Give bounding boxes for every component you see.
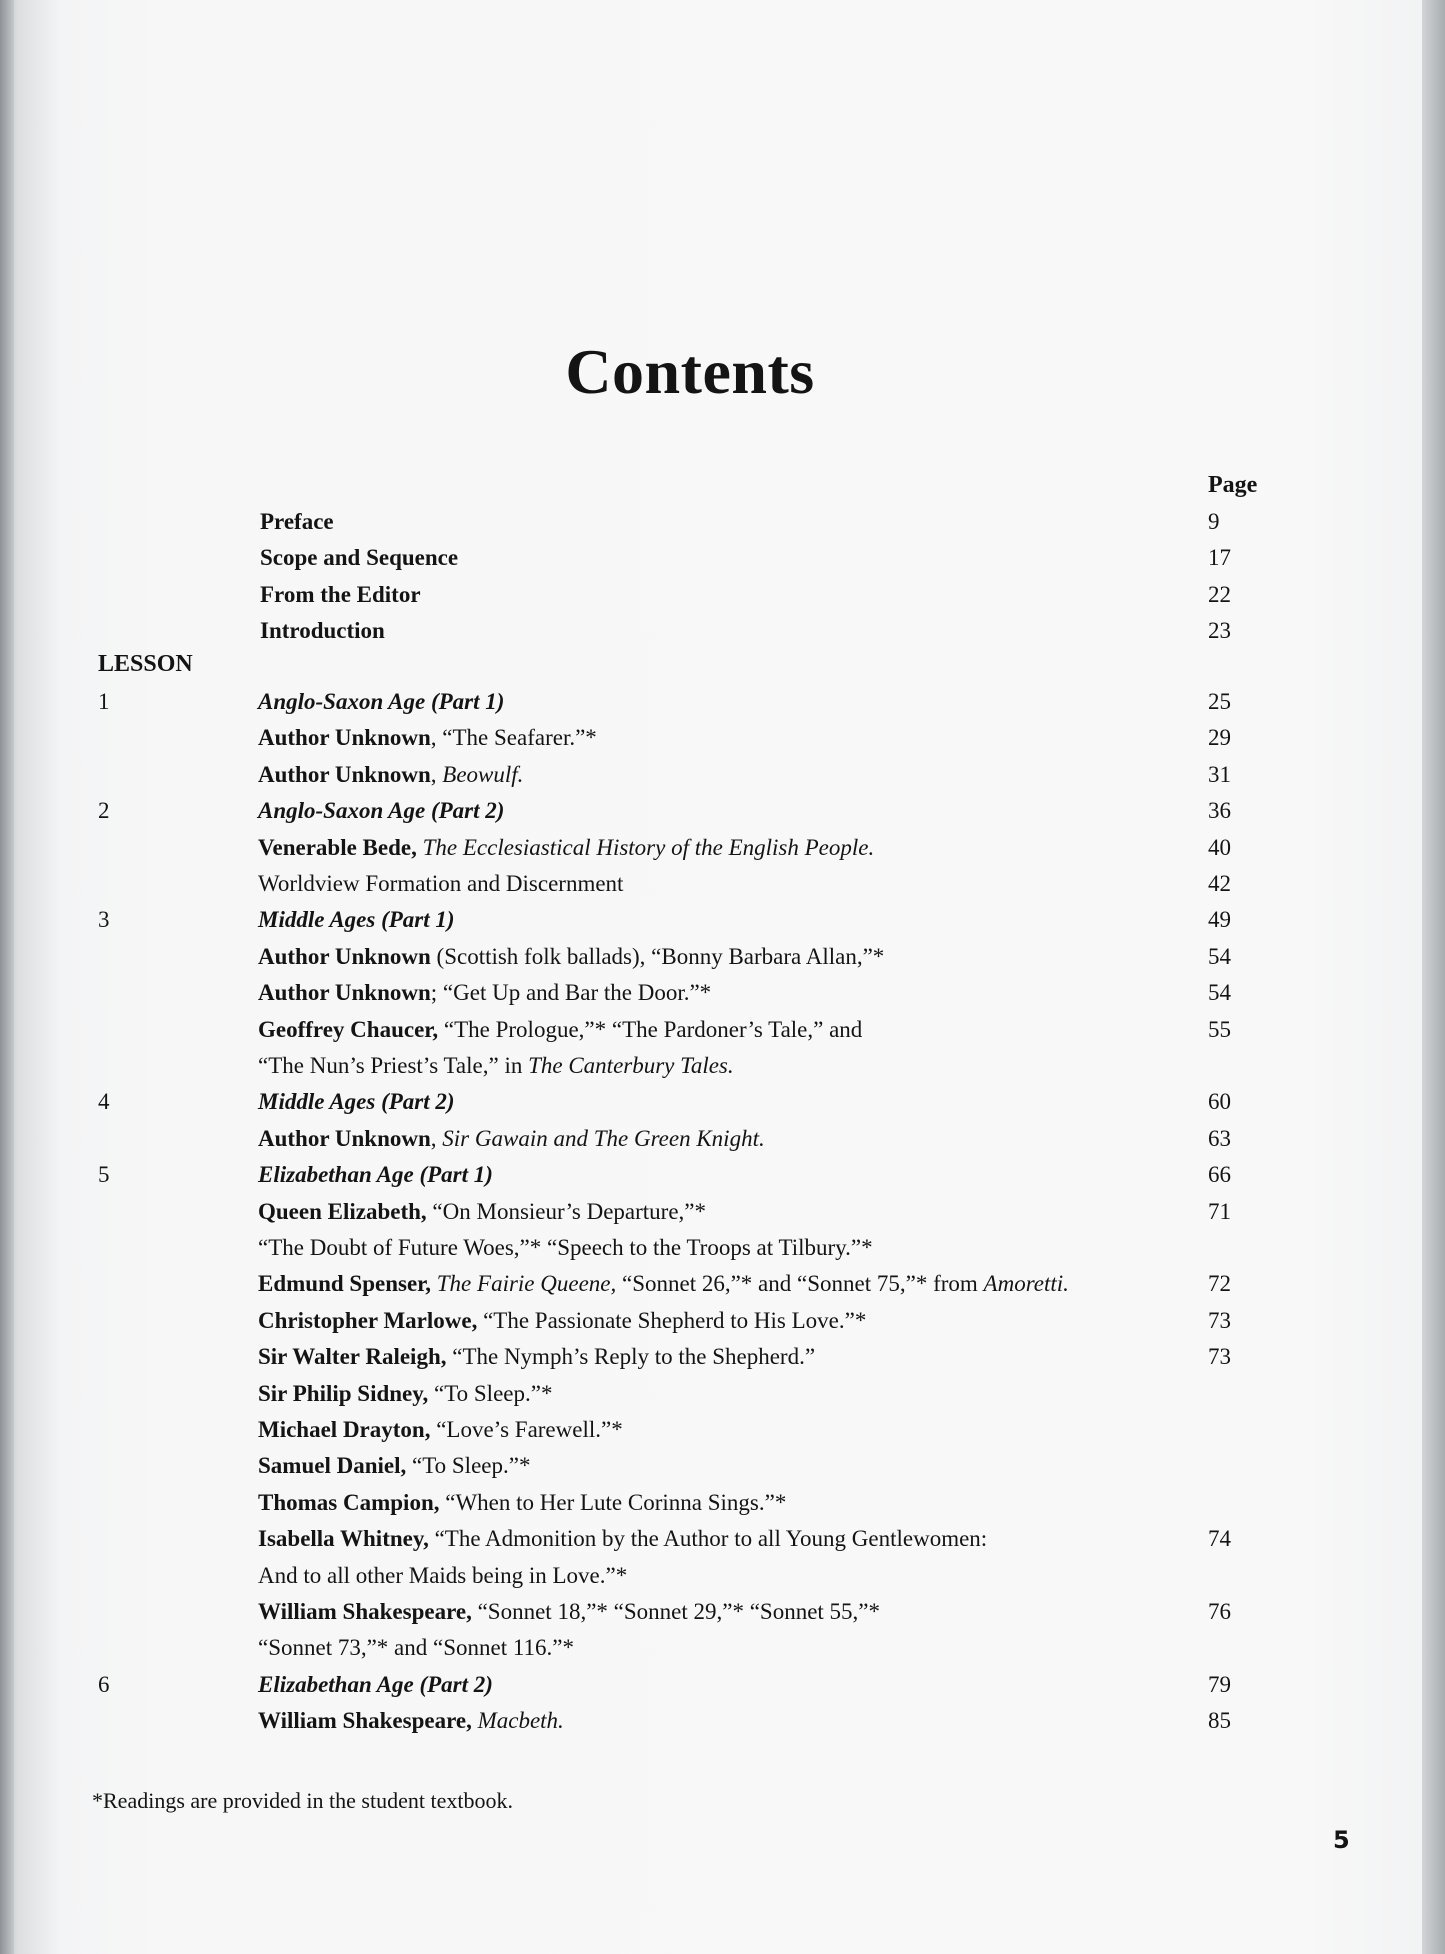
lesson-number: 3 bbox=[98, 907, 110, 933]
lesson-number: 4 bbox=[98, 1089, 110, 1115]
toc-entry-text bbox=[258, 1412, 623, 1448]
toc-entry-text bbox=[258, 939, 884, 975]
section-title: Middle Ages (Part 1) bbox=[258, 907, 455, 933]
author-name: Venerable Bede, bbox=[258, 834, 423, 860]
front-matter-label: Preface bbox=[260, 509, 334, 534]
author-name: Author Unknown bbox=[258, 725, 431, 751]
page-reference: 73 bbox=[1208, 1344, 1231, 1370]
page-reference: 72 bbox=[1208, 1271, 1231, 1297]
toc-row bbox=[0, 939, 1422, 975]
page-reference: 42 bbox=[1208, 871, 1231, 896]
page-reference: 31 bbox=[1208, 761, 1231, 787]
entry-detail: “When to Her Lute Corinna Sings.”* bbox=[445, 1489, 787, 1515]
page-reference: 74 bbox=[1208, 1526, 1231, 1552]
lesson-number: 6 bbox=[98, 1671, 110, 1697]
entry-detail: “The Prologue,”* “The Pardoner’s Tale,” and bbox=[443, 1016, 863, 1042]
lesson-column-header: LESSON bbox=[98, 651, 193, 677]
toc-entry-text bbox=[258, 830, 874, 866]
entry-detail: “The Passionate Shepherd to His Love.”* bbox=[483, 1307, 867, 1333]
front-matter-label: Introduction bbox=[260, 618, 385, 644]
front-matter-page: 9 bbox=[1208, 509, 1220, 534]
toc-row bbox=[0, 1703, 1422, 1739]
work-title: The Fairie Queene, bbox=[436, 1271, 622, 1297]
toc-entry-text bbox=[258, 1558, 627, 1594]
toc-entry-text bbox=[258, 1084, 455, 1120]
toc-entry-text bbox=[258, 1667, 493, 1703]
section-title: Elizabethan Age (Part 1) bbox=[258, 1162, 493, 1188]
toc-entry-text bbox=[258, 1012, 862, 1048]
toc-entry-text bbox=[258, 1594, 880, 1630]
author-name: Queen Elizabeth, bbox=[258, 1198, 433, 1224]
lesson-number: 2 bbox=[98, 798, 110, 824]
section-title: Anglo-Saxon Age (Part 2) bbox=[258, 798, 505, 824]
front-matter-item bbox=[0, 577, 1422, 613]
author-name: Author Unknown bbox=[258, 943, 431, 969]
work-title: Sir Gawain and The Green Knight. bbox=[442, 1125, 765, 1151]
author-name: Author Unknown bbox=[258, 761, 431, 787]
author-name: Thomas Campion, bbox=[258, 1489, 446, 1515]
toc-row bbox=[0, 1667, 1422, 1703]
toc-row bbox=[0, 757, 1422, 793]
entry-detail: “The Nun’s Priest’s Tale,” in bbox=[258, 1053, 529, 1078]
page-reference: 55 bbox=[1208, 1016, 1231, 1042]
entry-detail: , bbox=[430, 1125, 443, 1151]
toc-row bbox=[0, 975, 1422, 1011]
toc-row bbox=[0, 1194, 1422, 1230]
toc-row bbox=[0, 1048, 1422, 1084]
page-reference: 71 bbox=[1208, 1198, 1231, 1224]
author-name: Christopher Marlowe, bbox=[258, 1307, 484, 1333]
entry-detail: And to all other Maids being in Love.”* bbox=[258, 1562, 628, 1588]
work-title: Amoretti. bbox=[983, 1271, 1069, 1297]
page-reference: 73 bbox=[1208, 1307, 1231, 1333]
toc-entry-text bbox=[258, 684, 504, 720]
front-matter-label: Scope and Sequence bbox=[260, 545, 459, 571]
entry-detail: , bbox=[430, 761, 443, 787]
author-name: Isabella Whitney, bbox=[258, 1526, 435, 1552]
front-matter-page: 23 bbox=[1208, 618, 1231, 644]
page-reference: 66 bbox=[1208, 1162, 1231, 1188]
front-matter-item bbox=[0, 504, 1422, 540]
author-name: Samuel Daniel, bbox=[258, 1453, 412, 1479]
author-name: Author Unknown bbox=[258, 980, 431, 1006]
toc-entry-text bbox=[258, 1157, 493, 1193]
toc-row bbox=[0, 1012, 1422, 1048]
front-matter-item bbox=[0, 540, 1422, 576]
toc-row bbox=[0, 684, 1422, 720]
toc-row bbox=[0, 1448, 1422, 1484]
section-title: Elizabethan Age (Part 2) bbox=[258, 1671, 493, 1697]
toc-row bbox=[0, 1303, 1422, 1339]
toc-row bbox=[0, 1485, 1422, 1521]
toc-entry-text bbox=[258, 902, 455, 938]
author-name: Sir Walter Raleigh, bbox=[258, 1344, 453, 1370]
work-title: Beowulf. bbox=[442, 761, 524, 787]
toc-entry-text bbox=[258, 1048, 734, 1084]
toc-row bbox=[0, 1121, 1422, 1157]
author-name: Geoffrey Chaucer, bbox=[258, 1016, 444, 1042]
page-reference: 63 bbox=[1208, 1125, 1231, 1151]
page-reference: 60 bbox=[1208, 1089, 1231, 1115]
toc-row bbox=[0, 1630, 1422, 1666]
entry-detail: “Sonnet 18,”* “Sonnet 29,”* “Sonnet 55,”* bbox=[477, 1599, 881, 1624]
author-name: William Shakespeare, bbox=[258, 1599, 478, 1624]
author-name: Michael Drayton, bbox=[258, 1417, 437, 1442]
page-reference: 85 bbox=[1208, 1708, 1231, 1734]
work-title: The Ecclesiastical History of the English People. bbox=[422, 834, 875, 860]
entry-detail: (Scottish folk ballads), “Bonny Barbara Allan,”* bbox=[430, 943, 885, 969]
entry-detail: “The Nymph’s Reply to the Shepherd.” bbox=[452, 1344, 816, 1370]
toc-row bbox=[0, 1412, 1422, 1448]
entry-detail: “To Sleep.”* bbox=[433, 1380, 553, 1406]
page-reference: 36 bbox=[1208, 798, 1231, 824]
front-matter-item bbox=[0, 613, 1422, 649]
lesson-number: 1 bbox=[98, 689, 110, 714]
author-name: Author Unknown bbox=[258, 1125, 431, 1151]
lesson-number: 5 bbox=[98, 1162, 110, 1188]
toc-row bbox=[0, 1376, 1422, 1412]
toc-entry-text bbox=[258, 757, 523, 793]
entry-detail: Worldview Formation and Discernment bbox=[258, 871, 624, 896]
section-title: Middle Ages (Part 2) bbox=[258, 1089, 455, 1115]
work-title: Macbeth. bbox=[477, 1708, 564, 1734]
toc-entry-text bbox=[258, 1121, 765, 1157]
toc-row bbox=[0, 1339, 1422, 1375]
toc-entry-text bbox=[258, 720, 597, 756]
entry-detail: “Sonnet 73,”* and “Sonnet 116.”* bbox=[258, 1635, 574, 1661]
toc-entry-text bbox=[258, 866, 623, 902]
footnote: *Readings are provided in the student textbook. bbox=[92, 1788, 513, 1813]
page-reference: 54 bbox=[1208, 943, 1231, 969]
entry-detail: “Love’s Farewell.”* bbox=[436, 1417, 623, 1442]
toc-entry-text bbox=[258, 1521, 987, 1557]
entry-detail: “The Doubt of Future Woes,”* “Speech to the Troops at Tilbury.”* bbox=[258, 1235, 873, 1260]
page-reference: 29 bbox=[1208, 725, 1231, 751]
page-edge bbox=[1422, 0, 1445, 1954]
front-matter-label: From the Editor bbox=[260, 581, 421, 607]
toc-entry-text bbox=[258, 1448, 530, 1484]
toc-row bbox=[0, 1084, 1422, 1120]
toc-row bbox=[0, 902, 1422, 938]
entry-detail: “On Monsieur’s Departure,”* bbox=[432, 1198, 706, 1224]
page-column-header: Page bbox=[1208, 472, 1258, 498]
page-reference: 25 bbox=[1208, 689, 1231, 714]
toc-row bbox=[0, 830, 1422, 866]
toc-entry-text bbox=[258, 1703, 564, 1739]
page-reference: 54 bbox=[1208, 980, 1231, 1006]
page-reference: 49 bbox=[1208, 907, 1231, 933]
author-name: William Shakespeare, bbox=[258, 1708, 478, 1734]
entry-detail: “Sonnet 26,”* and “Sonnet 75,”* from bbox=[622, 1271, 984, 1297]
entry-detail: “To Sleep.”* bbox=[411, 1453, 531, 1479]
toc-row bbox=[0, 793, 1422, 829]
work-title: The Canterbury Tales. bbox=[528, 1053, 734, 1078]
author-name: Sir Philip Sidney, bbox=[258, 1380, 434, 1406]
toc-entry-text bbox=[258, 1266, 1069, 1302]
toc-entry-text bbox=[258, 1630, 574, 1666]
page-title: Contents bbox=[565, 336, 815, 407]
toc-row bbox=[0, 1594, 1422, 1630]
entry-detail: “The Admonition by the Author to all Young Gentlewomen: bbox=[434, 1526, 988, 1552]
entry-detail: , “The Seafarer.”* bbox=[430, 725, 597, 751]
toc-entry-text bbox=[258, 1485, 786, 1521]
toc-entry-text bbox=[258, 1230, 873, 1266]
toc-row bbox=[0, 1157, 1422, 1193]
page-reference: 79 bbox=[1208, 1671, 1231, 1697]
toc-row bbox=[0, 866, 1422, 902]
toc-row bbox=[0, 1266, 1422, 1302]
toc-entry-text bbox=[258, 1376, 552, 1412]
page-reference: 40 bbox=[1208, 834, 1231, 860]
toc-row bbox=[0, 720, 1422, 756]
entry-detail: ; “Get Up and Bar the Door.”* bbox=[430, 980, 712, 1006]
toc-entry-text bbox=[258, 975, 711, 1011]
toc-row bbox=[0, 1521, 1422, 1557]
toc-row bbox=[0, 1558, 1422, 1594]
toc-entry-text bbox=[258, 1194, 706, 1230]
section-title: Anglo-Saxon Age (Part 1) bbox=[258, 689, 505, 714]
toc-row bbox=[0, 1230, 1422, 1266]
page-reference: 76 bbox=[1208, 1599, 1231, 1624]
author-name: Edmund Spenser, bbox=[258, 1271, 437, 1297]
front-matter-page: 17 bbox=[1208, 545, 1231, 571]
toc-entry-text bbox=[258, 1303, 866, 1339]
page-number: 5 bbox=[1333, 1826, 1350, 1854]
toc-entry-text bbox=[258, 793, 504, 829]
front-matter-page: 22 bbox=[1208, 581, 1231, 607]
toc-entry-text bbox=[258, 1339, 815, 1375]
